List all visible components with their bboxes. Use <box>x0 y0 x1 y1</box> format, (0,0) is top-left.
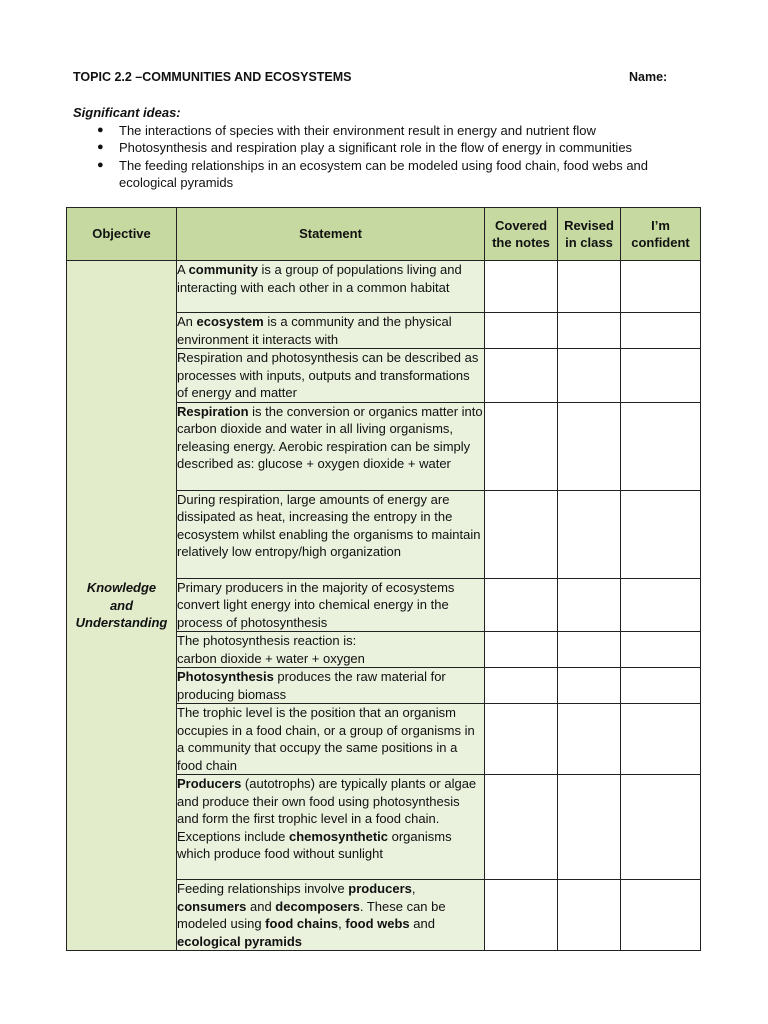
statement-text: is a community and the physical environment it interacts with <box>177 314 452 347</box>
header-revised: Revised in class <box>558 208 621 261</box>
statement-cell <box>177 632 485 668</box>
header-statement: Statement <box>177 208 485 261</box>
statement-text: A <box>177 262 189 277</box>
bullet-icon: ● <box>97 123 104 136</box>
checkbox-confident-cell[interactable] <box>621 668 701 704</box>
statement-cell <box>177 402 485 490</box>
statement-keyword: decomposers <box>275 898 360 914</box>
checkbox-confident-cell[interactable] <box>621 349 701 403</box>
checkbox-covered-cell[interactable] <box>485 490 558 578</box>
checkbox-covered-cell[interactable] <box>485 632 558 668</box>
statement-text: Feeding relationships involve <box>177 881 349 896</box>
statement-text: and <box>246 898 276 914</box>
idea-item <box>73 122 703 140</box>
statement-keyword: consumers <box>177 898 247 914</box>
checkbox-covered-cell[interactable] <box>485 402 558 490</box>
statement-cell <box>177 349 485 403</box>
idea-item <box>73 139 703 157</box>
checkbox-revised-cell[interactable] <box>558 668 621 704</box>
statement-text: produces the raw material for producing biomass <box>177 669 446 702</box>
checkbox-covered-cell[interactable] <box>485 775 558 880</box>
statement-keyword: Respiration <box>177 403 249 419</box>
header-row <box>67 208 701 261</box>
objective-label-line: Knowledge <box>86 580 157 596</box>
statement-keyword: ecosystem <box>196 314 264 329</box>
idea-item <box>73 157 703 192</box>
statement-keyword: ecological pyramids <box>177 933 302 949</box>
checkbox-confident-cell[interactable] <box>621 880 701 951</box>
statement-cell <box>177 578 485 632</box>
name-label: Name: <box>629 70 668 84</box>
checklist-table <box>66 207 701 951</box>
statement-cell <box>177 704 485 775</box>
checkbox-covered-cell[interactable] <box>485 349 558 403</box>
checkbox-revised-cell[interactable] <box>558 402 621 490</box>
statement-cell <box>177 775 485 880</box>
table-body <box>67 261 701 951</box>
significant-ideas-heading: Significant ideas: <box>73 105 181 120</box>
statement-text: , <box>411 881 416 896</box>
statement-cell <box>177 490 485 578</box>
statement-text: and <box>409 916 435 931</box>
header-covered: Covered the notes <box>485 208 558 261</box>
statement-text: (autotrophs) are typically plants or algae and produce their own food using photosynthesis and form the first trophic level in a food chain. Exceptions include <box>177 776 477 844</box>
checkbox-revised-cell[interactable] <box>558 775 621 880</box>
statement-text: Respiration and photosynthesis can be described as processes with inputs, outputs and transformations of energy and matter <box>177 350 479 400</box>
statement-cell <box>177 880 485 951</box>
header-objective: Objective <box>67 208 177 261</box>
statement-text: An <box>177 314 197 329</box>
bullet-icon: ● <box>97 141 104 153</box>
checkbox-confident-cell[interactable] <box>621 402 701 490</box>
checkbox-revised-cell[interactable] <box>558 704 621 775</box>
checkbox-revised-cell[interactable] <box>558 261 621 313</box>
statement-text: organisms which produce food without sunlight <box>177 828 452 861</box>
statement-text: Primary producers in the majority of ecosystems convert light energy into chemical energy in the process of photosynthesis <box>177 579 455 630</box>
checkbox-covered-cell[interactable] <box>485 668 558 704</box>
statement-cell <box>177 313 485 349</box>
checkbox-confident-cell[interactable] <box>621 261 701 313</box>
statement-text: . These can be modeled using <box>177 898 446 931</box>
checkbox-covered-cell[interactable] <box>485 261 558 313</box>
checkbox-confident-cell[interactable] <box>621 490 701 578</box>
statement-text: is the conversion or organics matter into carbon dioxide and water in all living organisms, releasing energy. Aerobic respiration can be simply described as: glucose + oxygen dioxide + water <box>177 403 483 471</box>
checkbox-covered-cell[interactable] <box>485 313 558 349</box>
document-header <box>73 70 673 84</box>
idea-text: The feeding relationships in an ecosystem can be modeled using food chain, food webs and ecological pyramids <box>119 157 649 190</box>
header-confident: I’m confident <box>621 208 701 261</box>
statement-keyword: Photosynthesis <box>177 669 274 684</box>
checkbox-revised-cell[interactable] <box>558 632 621 668</box>
checkbox-confident-cell[interactable] <box>621 313 701 349</box>
table-row <box>67 261 701 313</box>
statement-keyword: community <box>188 262 258 277</box>
statement-text: The trophic level is the position that an organism occupies in a food chain, or a group of organisms in a community that occupy the same positions in a food chain <box>177 705 475 773</box>
ideas-list <box>73 122 703 192</box>
checkbox-covered-cell[interactable] <box>485 704 558 775</box>
objective-cell <box>67 261 177 951</box>
bullet-icon: ● <box>97 158 104 171</box>
checkbox-revised-cell[interactable] <box>558 880 621 951</box>
checkbox-revised-cell[interactable] <box>558 313 621 349</box>
statement-text: , <box>338 916 346 931</box>
checkbox-confident-cell[interactable] <box>621 775 701 880</box>
idea-text: The interactions of species with their environment result in energy and nutrient flow <box>119 122 596 138</box>
statement-text: is a group of populations living and interacting with each other in a common habitat <box>177 262 462 295</box>
checkbox-confident-cell[interactable] <box>621 632 701 668</box>
statement-cell <box>177 668 485 704</box>
checkbox-revised-cell[interactable] <box>558 578 621 632</box>
checkbox-revised-cell[interactable] <box>558 349 621 403</box>
idea-text: Photosynthesis and respiration play a significant role in the flow of energy in communities <box>119 140 633 155</box>
statement-text: carbon dioxide + water + oxygen <box>177 650 365 666</box>
checkbox-covered-cell[interactable] <box>485 578 558 632</box>
topic-title: TOPIC 2.2 –COMMUNITIES AND ECOSYSTEMS <box>73 70 352 84</box>
objective-label-line: Understanding <box>75 615 168 631</box>
statement-keyword: Producers <box>177 776 242 791</box>
checkbox-covered-cell[interactable] <box>485 880 558 951</box>
significant-ideas <box>73 104 703 192</box>
statement-keyword: chemosynthetic <box>289 828 388 844</box>
objective-label-line: and <box>109 597 134 613</box>
checkbox-confident-cell[interactable] <box>621 578 701 632</box>
statement-text: During respiration, large amounts of energy are dissipated as heat, increasing the entropy in the ecosystem whilst enabling the organisms to maintain relatively low entropy/high organization <box>177 491 481 559</box>
statement-text: The photosynthesis reaction is: <box>177 633 357 648</box>
statement-keyword: food chains <box>265 916 339 931</box>
checkbox-revised-cell[interactable] <box>558 490 621 578</box>
statement-keyword: producers <box>348 881 412 896</box>
statement-keyword: food webs <box>345 916 410 931</box>
statement-cell <box>177 261 485 313</box>
checkbox-confident-cell[interactable] <box>621 704 701 775</box>
